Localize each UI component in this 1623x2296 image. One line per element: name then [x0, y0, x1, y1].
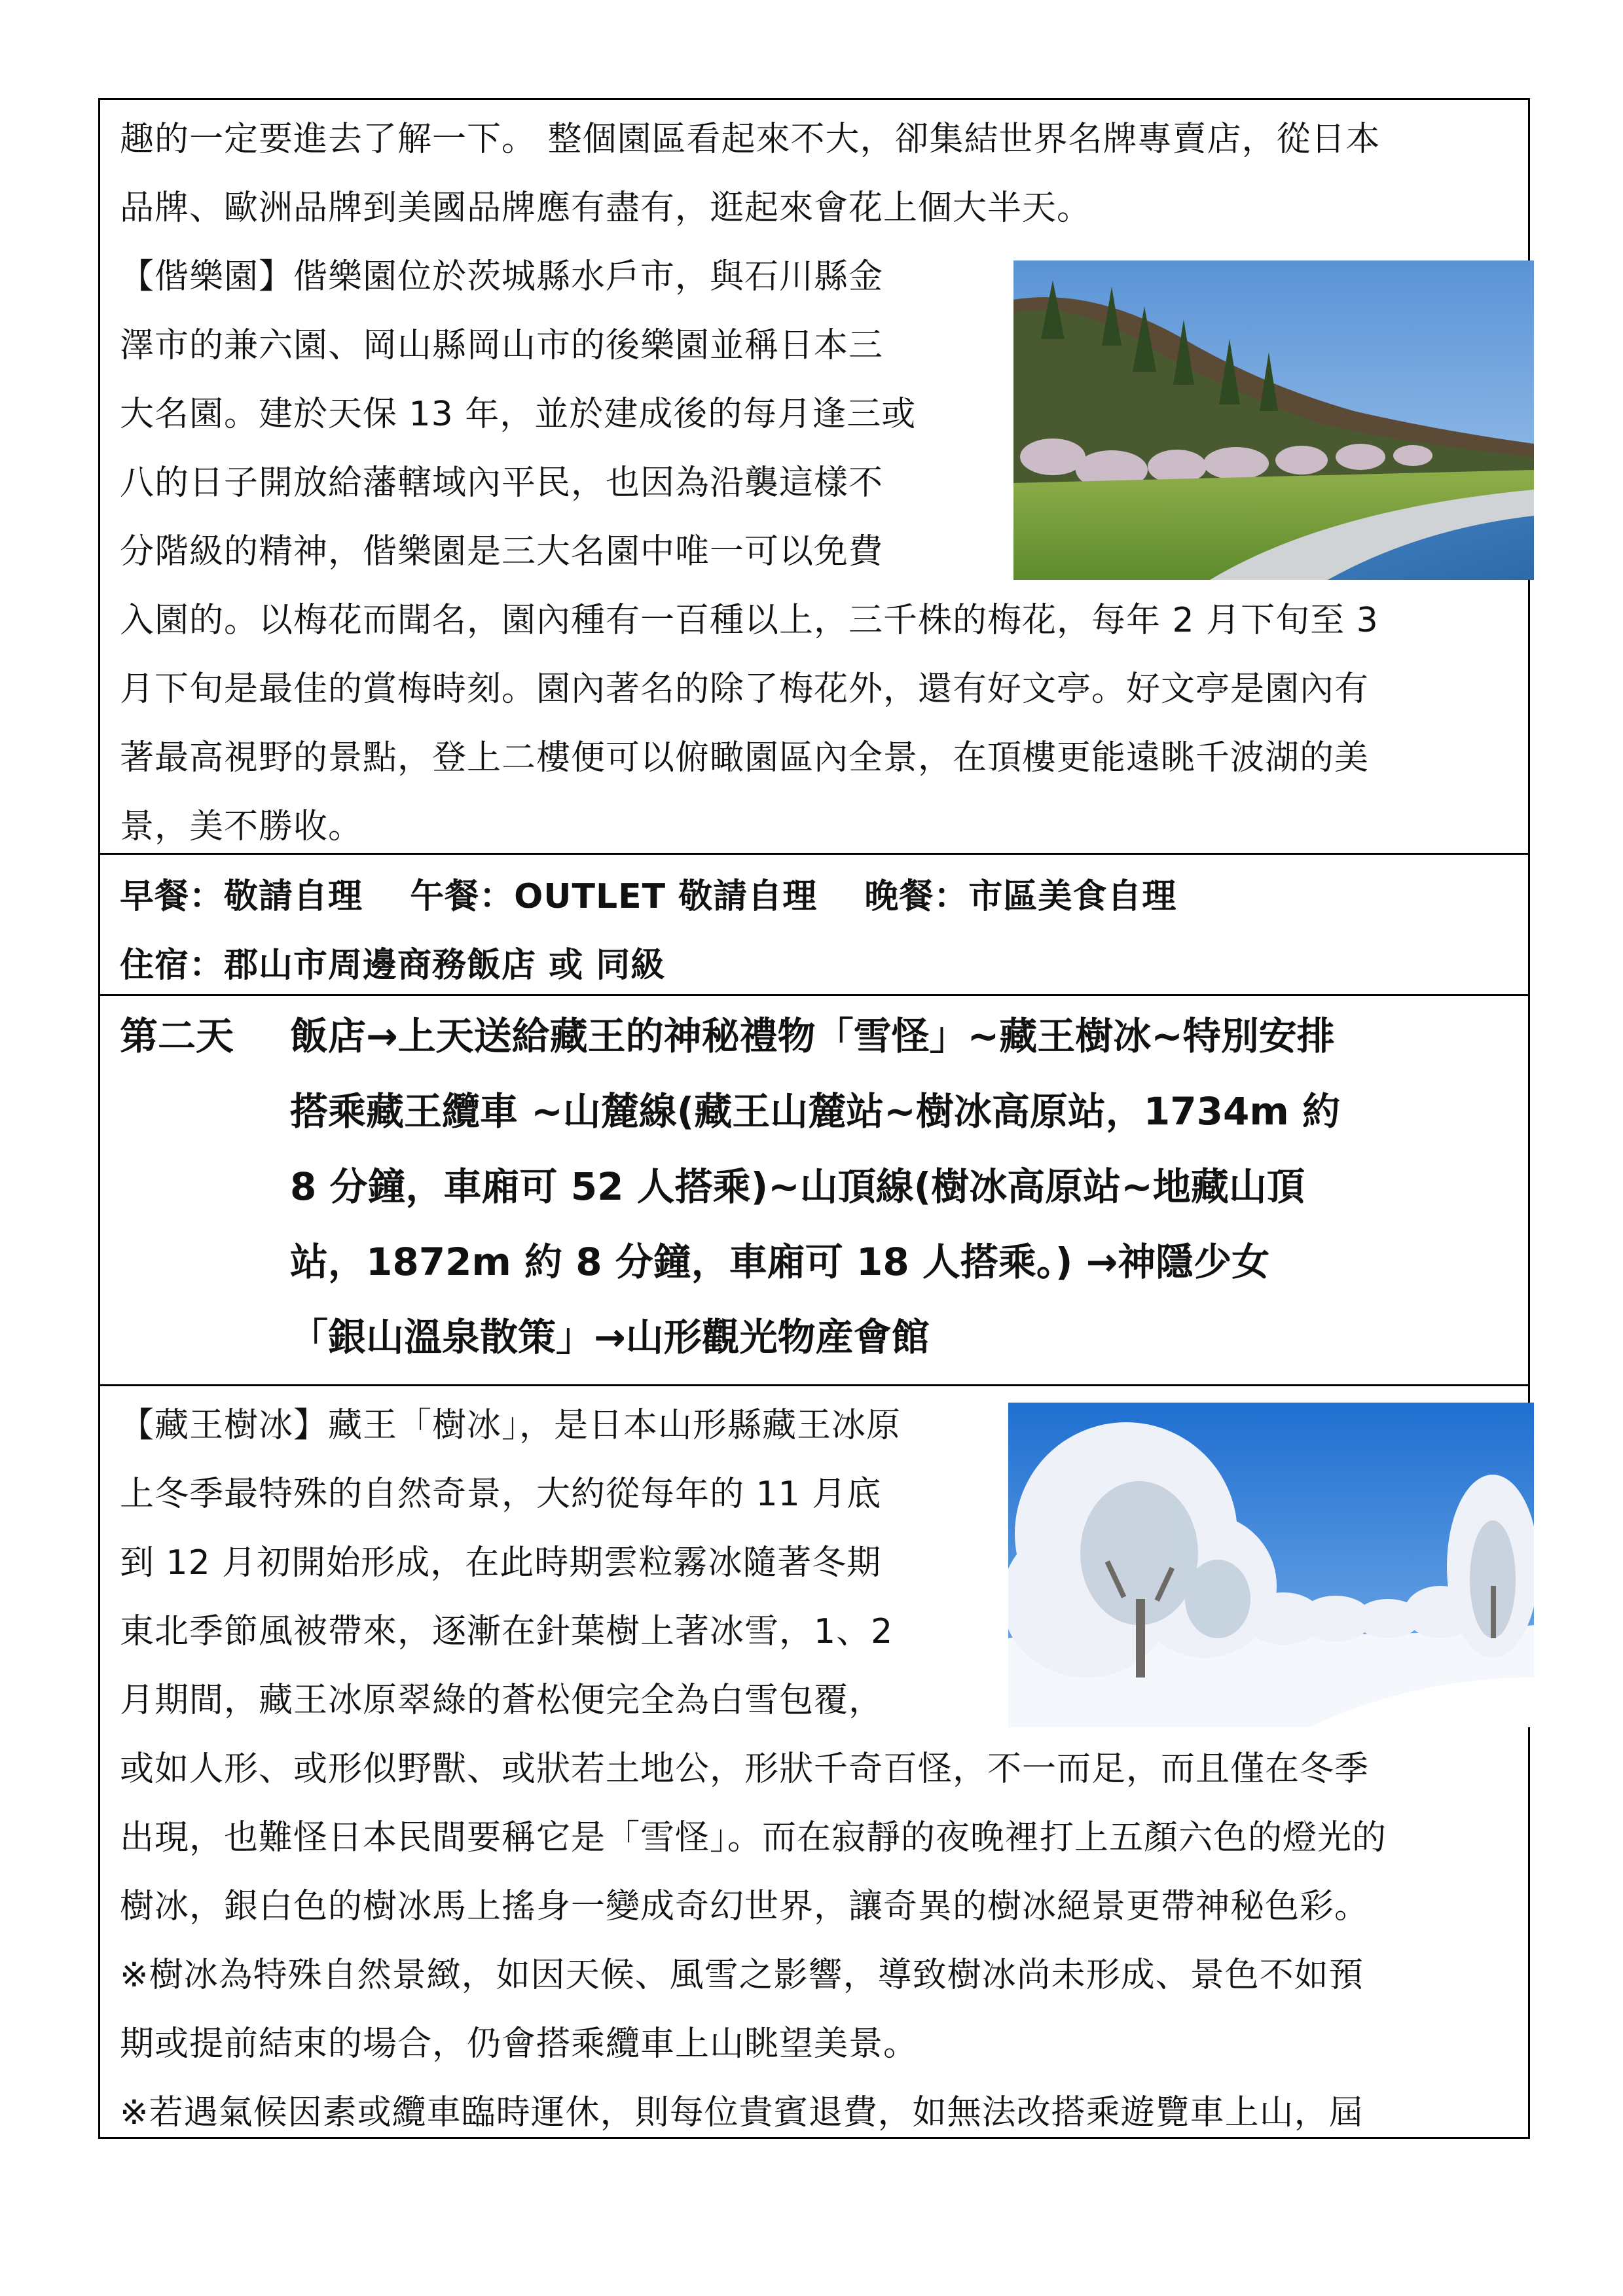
day-label: 第二天 [120, 1014, 234, 1058]
text-line: 期或提前結束的場合，仍會搭乘纜車上山眺望美景。 [120, 2024, 919, 2064]
kairakuen-plum-garden-photo [1013, 260, 1534, 580]
text-line: 月期間，藏王冰原翠綠的蒼松便完全為白雪包覆， [120, 1681, 884, 1720]
accommodation-line: 住宿：郡山市周邊商務飯店 或 同級 [120, 946, 666, 985]
text-line: 東北季節風被帶來，逐漸在針葉樹上著冰雪，1、2 [120, 1612, 894, 1651]
day-route-line: 「銀山溫泉散策」→山形觀光物産會館 [290, 1315, 930, 1359]
text-line: 樹冰，銀白色的樹冰馬上搖身一變成奇幻世界，讓奇異的樹冰絕景更帶神秘色彩。 [120, 1887, 1370, 1926]
text-line: ※樹冰為特殊自然景緻，如因天候、風雪之影響，導致樹冰尚未形成、景色不如預 [120, 1956, 1364, 1995]
text-line: 分階級的精神，偕樂園是三大名園中唯一可以免費 [120, 532, 884, 571]
text-line: 月下旬是最佳的賞梅時刻。園內著名的除了梅花外，還有好文亭。好文亭是園內有 [120, 670, 1370, 709]
text-line: 到 12 月初開始形成，在此時期雲粒霧冰隨著冬期 [120, 1543, 882, 1583]
itinerary-table [98, 98, 1530, 2139]
day-route-line: 飯店→上天送給藏王的神秘禮物「雪怪」~藏王樹冰~特別安排 [290, 1014, 1335, 1058]
day-route-line: 搭乘藏王纜車 ~山麓線(藏王山麓站~樹冰高原站，1734m 約 [290, 1089, 1340, 1134]
text-line: 【藏王樹冰】藏王「樹冰」，是日本山形縣藏王冰原 [120, 1406, 902, 1445]
text-line: 景，美不勝收。 [120, 807, 363, 846]
text-line: 八的日子開放給藩轄域內平民，也因為沿襲這樣不 [120, 463, 884, 503]
meals-line: 早餐：敬請自理 午餐：OUTLET 敬請自理 晚餐：市區美食自理 [120, 877, 1177, 916]
text-line: 品牌、歐洲品牌到美國品牌應有盡有，逛起來會花上個大半天。 [120, 188, 1092, 228]
text-line: 出現，也難怪日本民間要稱它是「雪怪」。而在寂靜的夜晚裡打上五顏六色的燈光的 [120, 1818, 1387, 1857]
zao-snow-monster-photo [1008, 1403, 1534, 1727]
text-line: 或如人形、或形似野獸、或狀若土地公，形狀千奇百怪，不一而足，而且僅在冬季 [120, 1749, 1370, 1789]
text-line: 【偕樂園】偕樂園位於茨城縣水戶市，與石川縣金 [120, 257, 884, 296]
day-route-line: 8 分鐘，車廂可 52 人搭乘)~山頂線(樹冰高原站~地藏山頂 [290, 1164, 1305, 1209]
text-line: 大名園。建於天保 13 年，並於建成後的每月逢三或 [120, 395, 917, 434]
text-line: 上冬季最特殊的自然奇景，大約從每年的 11 月底 [120, 1475, 882, 1514]
text-line: 入園的。以梅花而聞名，園內種有一百種以上，三千株的梅花，每年 2 月下旬至 3 [120, 601, 1379, 640]
text-line: 澤市的兼六園、岡山縣岡山市的後樂園並稱日本三 [120, 326, 884, 365]
text-line: ※若遇氣候因素或纜車臨時運休，則每位貴賓退費，如無法改搭乘遊覽車上山，屆 [120, 2093, 1364, 2132]
text-line: 著最高視野的景點，登上二樓便可以俯瞰園區內全景，在頂樓更能遠眺千波湖的美 [120, 738, 1370, 778]
text-line: 趣的一定要進去了解一下。 整個園區看起來不大，卻集結世界名牌專賣店，從日本 [120, 120, 1381, 159]
day-route-line: 站，1872m 約 8 分鐘，車廂可 18 人搭乘。) →神隱少女 [290, 1240, 1270, 1284]
